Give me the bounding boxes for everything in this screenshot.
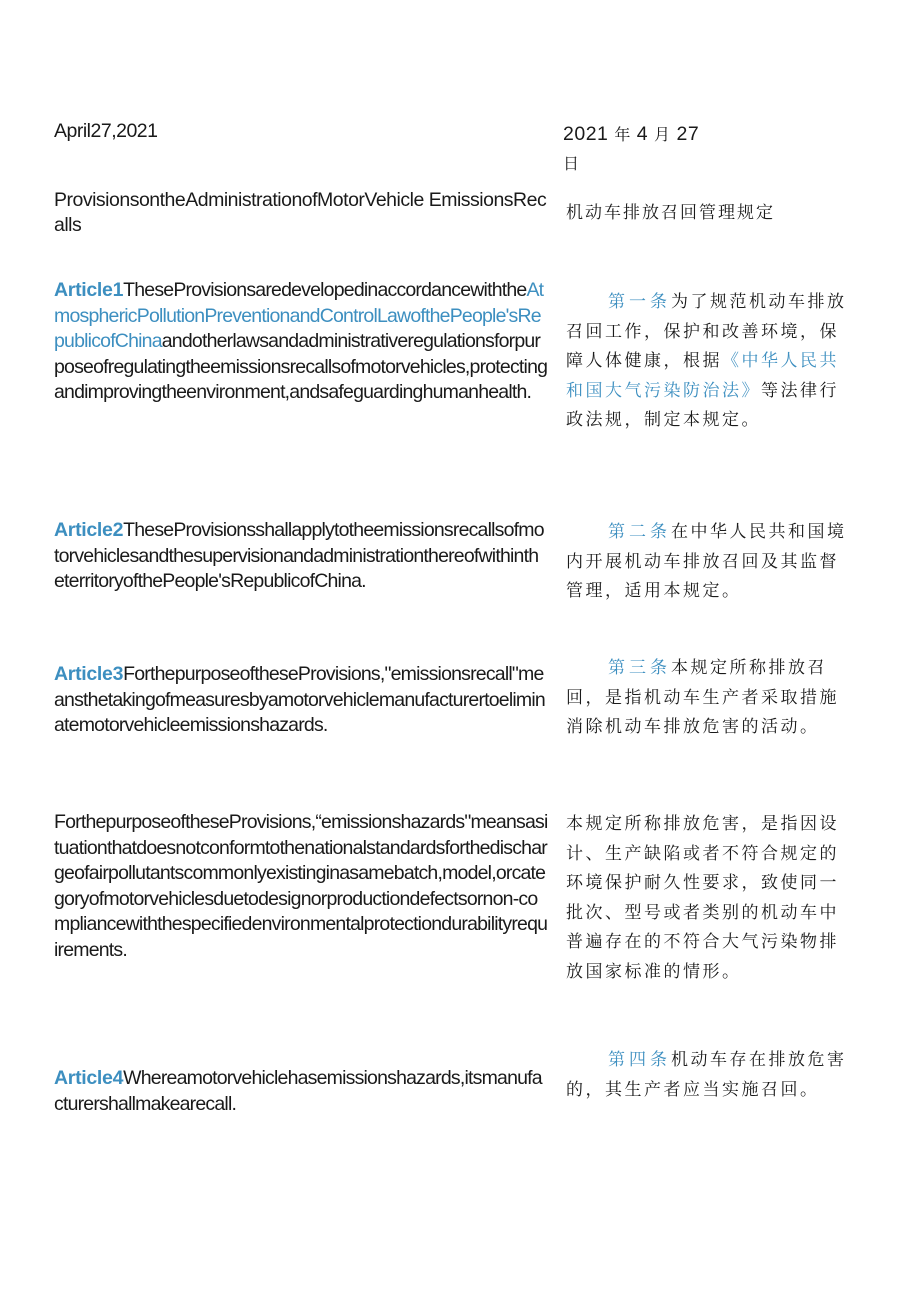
article-3-chinese (566, 654, 856, 743)
article-2-text-zh: 在中华人民共和国境内开展机动车排放召回及其监督管理，适用本规定。 (566, 522, 847, 601)
article-1-law-link-en[interactable]: AtmosphericPollutionPreventionandControlLawofthePeople'sRepublicofChina (54, 279, 544, 352)
article-1-english (54, 278, 548, 406)
date-month: 4 (636, 123, 649, 145)
date-year: 2021 (563, 123, 609, 145)
article-3-english (54, 662, 548, 739)
article-1-chinese (566, 288, 856, 436)
article-4-chinese (566, 1046, 856, 1105)
article-4-label-zh: 第四条 (608, 1050, 671, 1070)
article-4-text-zh: 机动车存在排放危害的，其生产者应当实施召回。 (566, 1050, 847, 1100)
article-3-label-en: Article3 (54, 663, 124, 685)
article-1-text-zh-pre: 为了规范机动车排放召回工作，保护和改善环境，保障人体健康，根据 (566, 292, 847, 371)
date-english: April27,2021 (54, 120, 158, 142)
article-1-text-en-post: andotherlawsandadministrativeregulationsforpurposeofregulatingtheemissionsrecallsofmotorvehicles,protectingandimprovingtheenvironment,andsafeguardinghumanhealth. (54, 330, 548, 403)
article-3-para-2-chinese: 本规定所称排放危害，是指因设计、生产缺陷或者不符合规定的环境保护耐久性要求，致使同一批次、型号或者类别的机动车中普遍存在的不符合大气污染物排放国家标准的情形。 (566, 814, 839, 982)
article-1-label-zh: 第一条 (608, 292, 671, 312)
article-3-label-zh: 第三条 (608, 658, 671, 678)
article-1-text-en-pre: TheseProvisionsaredevelopedinaccordancewiththe (123, 279, 527, 301)
article-1-text-zh-post: 等法律行政法规，制定本规定。 (566, 380, 839, 430)
date-day: 27 (676, 123, 700, 145)
title-english: ProvisionsontheAdministrationofMotorVehicle EmissionsRecalls (54, 189, 547, 236)
article-2-text-en: TheseProvisionsshallapplytotheemissionsrecallsofmotorvehiclesandthesupervisionandadministrationthereofwithintheterritoryofthePeople'sRepublicofChina. (54, 519, 544, 592)
article-2-english (54, 518, 548, 595)
date-chinese (563, 120, 723, 178)
article-2-chinese (566, 518, 856, 607)
article-2-label-en: Article2 (54, 519, 124, 541)
date-month-char: 月 (654, 125, 671, 144)
article-4-english (54, 1066, 548, 1117)
date-day-char: 日 (563, 154, 580, 173)
article-4-label-en: Article4 (54, 1067, 124, 1089)
article-1-label-en: Article1 (54, 279, 124, 301)
article-3-para-2-english: ForthepurposeoftheseProvisions,“emissionshazards"meansasituationthatdoesnotconformtothenationalstandardsforthedischargeofairpollutantscommonlyexistinginasamebatch,model,orcategoryofmotorvehiclesduetodesignorproductiondefectsornon-compliancewiththespecifiedenvironmentalprotectiondurabilityrequirements. (54, 811, 548, 961)
date-year-char: 年 (614, 125, 631, 144)
article-2-label-zh: 第二条 (608, 522, 671, 542)
title-chinese: 机动车排放召回管理规定 (566, 203, 775, 223)
article-3-text-en: ForthepurposeoftheseProvisions,"emissionsrecall"meansthetakingofmeasuresbyamotorvehiclemanufacturertoeliminatemotorvehicleemissionshazards. (54, 663, 545, 736)
article-1-law-link-zh[interactable]: 《中华人民共和国大气污染防治法》 (566, 351, 839, 401)
article-4-text-en: Whereamotorvehiclehasemissionshazards,itsmanufacturershallmakearecall. (54, 1067, 542, 1115)
article-3-text-zh: 本规定所称排放召回，是指机动车生产者采取措施消除机动车排放危害的活动。 (566, 658, 839, 737)
